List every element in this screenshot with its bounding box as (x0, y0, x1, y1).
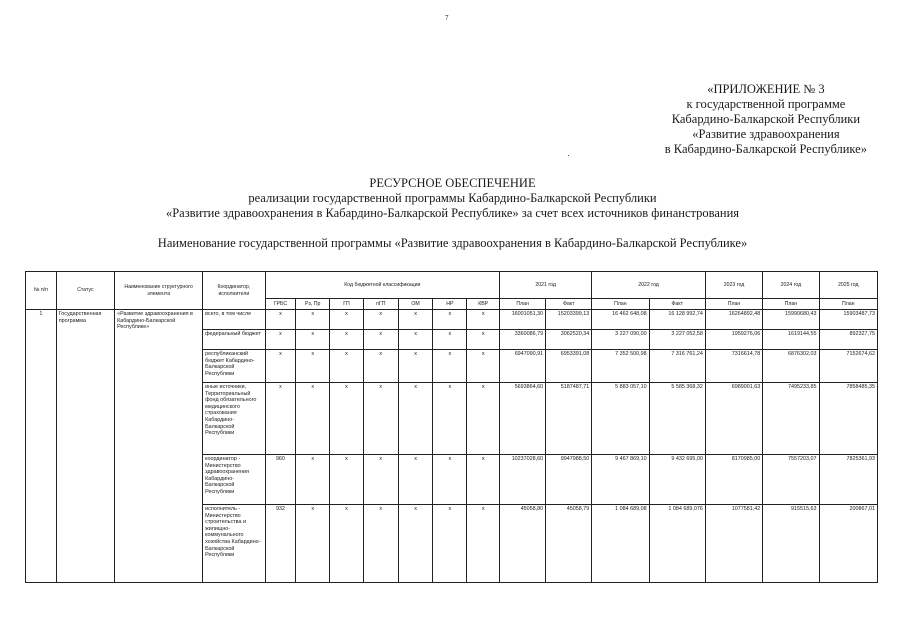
cell-plan-2022: 7 352 500,98 (592, 350, 649, 383)
stray-dot (568, 155, 569, 156)
cell-fact-2022: 16 128 992,74 (649, 310, 705, 330)
row-label: всего, в том числе (203, 310, 265, 330)
cell-grbs: 960 (265, 455, 296, 505)
subheader-plan-2025: План (819, 299, 877, 310)
cell-plan-2025: 7825361,93 (819, 455, 877, 505)
cell-pgp: х (363, 330, 398, 350)
subheader-kvr: КВР (467, 299, 500, 310)
cell-rzpr: х (296, 455, 330, 505)
subheader-gp: ГП (330, 299, 364, 310)
cell-pgp: х (363, 383, 398, 455)
header-2023: 2023 год (705, 272, 762, 299)
cell-kvr: х (467, 383, 500, 455)
resource-table (25, 271, 878, 583)
header-num: № п/п (26, 272, 57, 310)
cell-fact-2021: 6953391,08 (546, 350, 592, 383)
cell-om: х (398, 350, 433, 383)
cell-plan-2021: 3360086,79 (500, 330, 546, 350)
cell-gp: х (330, 310, 364, 330)
cell-plan-2025: 7858485,35 (819, 383, 877, 455)
header-coordinator: Координатор, исполнители (203, 272, 265, 310)
cell-plan-2023: 8170985,00 (705, 455, 762, 505)
cell-pgp: х (363, 505, 398, 583)
header-budget-code: Код бюджетной классификации (265, 272, 500, 299)
appendix-line: к государственной программе (686, 97, 846, 111)
cell-plan-2023: 1077581,42 (705, 505, 762, 583)
page-number: 7 (445, 14, 449, 22)
cell-pgp: х (363, 350, 398, 383)
cell-om: х (398, 330, 433, 350)
cell-nr: х (433, 330, 467, 350)
cell-plan-2022: 9 467 869,10 (592, 455, 649, 505)
cell-plan-2024: 7495233,85 (763, 383, 819, 455)
cell-om: х (398, 455, 433, 505)
cell-kvr: х (467, 330, 500, 350)
cell-rzpr: х (296, 350, 330, 383)
cell-grbs: х (265, 330, 296, 350)
cell-fact-2022: 9 432 695,00 (649, 455, 705, 505)
cell-plan-2023: 6989001,63 (705, 383, 762, 455)
subheader-nr: НР (433, 299, 467, 310)
subheader-om: ОМ (398, 299, 433, 310)
cell-plan-2025: 892327,75 (819, 330, 877, 350)
cell-om: х (398, 310, 433, 330)
row-number: 1 (26, 310, 57, 583)
header-2022: 2022 год (592, 272, 706, 299)
cell-plan-2024: 15990680,43 (763, 310, 819, 330)
subheader-plan-2023: План (705, 299, 762, 310)
cell-fact-2022: 3 227 052,58 (649, 330, 705, 350)
subheader-plan-2021: План (500, 299, 546, 310)
table-row (26, 310, 878, 330)
cell-kvr: х (467, 505, 500, 583)
cell-plan-2022: 16 462 648,08 (592, 310, 649, 330)
subheader-grbs: ГРБС (265, 299, 296, 310)
cell-pgp: х (363, 455, 398, 505)
cell-om: х (398, 505, 433, 583)
cell-plan-2021: 45058,80 (500, 505, 546, 583)
cell-rzpr: х (296, 310, 330, 330)
cell-nr: х (433, 455, 467, 505)
cell-om: х (398, 383, 433, 455)
cell-grbs: х (265, 383, 296, 455)
cell-rzpr: х (296, 505, 330, 583)
cell-fact-2021: 5187487,71 (546, 383, 592, 455)
cell-gp: х (330, 383, 364, 455)
cell-plan-2021: 5693864,60 (500, 383, 546, 455)
appendix-line: «Развитие здравоохранения (692, 127, 840, 141)
row-element: «Развитие здравоохранения в Кабардино-Балкарской Республике» (115, 310, 203, 583)
appendix-line: в Кабардино-Балкарской Республике» (664, 142, 867, 156)
cell-fact-2022: 1 084 689,076 (649, 505, 705, 583)
appendix-line: Кабардино-Балкарской Республики (671, 112, 861, 126)
cell-fact-2021: 45058,79 (546, 505, 592, 583)
cell-rzpr: х (296, 330, 330, 350)
cell-plan-2023: 7316614,78 (705, 350, 762, 383)
cell-plan-2025: 15903487,73 (819, 310, 877, 330)
cell-plan-2023: 1959276,06 (705, 330, 762, 350)
cell-plan-2025: 200867,01 (819, 505, 877, 583)
cell-gp: х (330, 330, 364, 350)
cell-grbs: х (265, 350, 296, 383)
document-subtitle: реализации государственной программы Кабардино-Балкарской Республики (248, 191, 657, 205)
cell-nr: х (433, 505, 467, 583)
header-row (26, 272, 878, 299)
cell-nr: х (433, 383, 467, 455)
subheader-pgp: пГП (363, 299, 398, 310)
cell-plan-2021: 6947090,91 (500, 350, 546, 383)
cell-plan-2021: 16001051,30 (500, 310, 546, 330)
cell-fact-2021: 15203399,13 (546, 310, 592, 330)
header-2021: 2021 год (500, 272, 592, 299)
cell-rzpr: х (296, 383, 330, 455)
row-label: республиканский бюджет Кабардино-Балкарской Республики (203, 350, 265, 383)
subheader-fact-2021: Факт (546, 299, 592, 310)
cell-kvr: х (467, 455, 500, 505)
cell-plan-2024: 915515,63 (763, 505, 819, 583)
row-label: исполнитель - Министерство строительства и жилищно-коммунального хозяйства Кабардино-Балкарской Республики (203, 505, 265, 583)
subheader-plan-2024: План (763, 299, 819, 310)
cell-gp: х (330, 455, 364, 505)
subheader-fact-2022: Факт (649, 299, 705, 310)
cell-plan-2022: 1 084 689,08 (592, 505, 649, 583)
row-status: Государственная программа (56, 310, 114, 583)
appendix-line: «ПРИЛОЖЕНИЕ № 3 (707, 82, 825, 96)
document-title: РЕСУРСНОЕ ОБЕСПЕЧЕНИЕ (369, 176, 536, 190)
cell-kvr: х (467, 350, 500, 383)
cell-grbs: 932 (265, 505, 296, 583)
row-label: иные источники, Территориальный фонд обязательного медицинского страхования Кабардино-Балкарской Республики (203, 383, 265, 455)
row-label: федеральный бюджет (203, 330, 265, 350)
cell-kvr: х (467, 310, 500, 330)
cell-plan-2023: 16264892,48 (705, 310, 762, 330)
appendix-heading (665, 82, 867, 157)
cell-plan-2022: 5 883 057,10 (592, 383, 649, 455)
cell-plan-2024: 6876302,03 (763, 350, 819, 383)
cell-nr: х (433, 350, 467, 383)
cell-grbs: х (265, 310, 296, 330)
cell-plan-2021: 10237028,60 (500, 455, 546, 505)
cell-plan-2024: 1619144,55 (763, 330, 819, 350)
row-label: координатор - Министерство здравоохранения Кабардино-Балкарской Республики (203, 455, 265, 505)
document-subtitle-2: «Развитие здравоохранения в Кабардино-Балкарской Республике» за счет всех источников финанстрования (165, 206, 740, 220)
cell-plan-2022: 3 227 090,00 (592, 330, 649, 350)
cell-fact-2021: 9947988,50 (546, 455, 592, 505)
cell-nr: х (433, 310, 467, 330)
program-name: Наименование государственной программы «Развитие здравоохранения в Кабардино-Балкарской Республике» (157, 236, 748, 250)
header-2025: 2025 год (819, 272, 877, 299)
cell-gp: х (330, 350, 364, 383)
cell-fact-2022: 5 585 368,32 (649, 383, 705, 455)
subheader-plan-2022: План (592, 299, 649, 310)
header-2024: 2024 год (763, 272, 819, 299)
header-status: Статус (56, 272, 114, 310)
cell-gp: х (330, 505, 364, 583)
cell-fact-2022: 7 316 761,24 (649, 350, 705, 383)
cell-fact-2021: 3062520,34 (546, 330, 592, 350)
header-element: Наименование структурного элемента (115, 272, 203, 310)
subheader-rzpr: Рз, Пр (296, 299, 330, 310)
cell-pgp: х (363, 310, 398, 330)
cell-plan-2025: 7152674,62 (819, 350, 877, 383)
cell-plan-2024: 7557203,07 (763, 455, 819, 505)
